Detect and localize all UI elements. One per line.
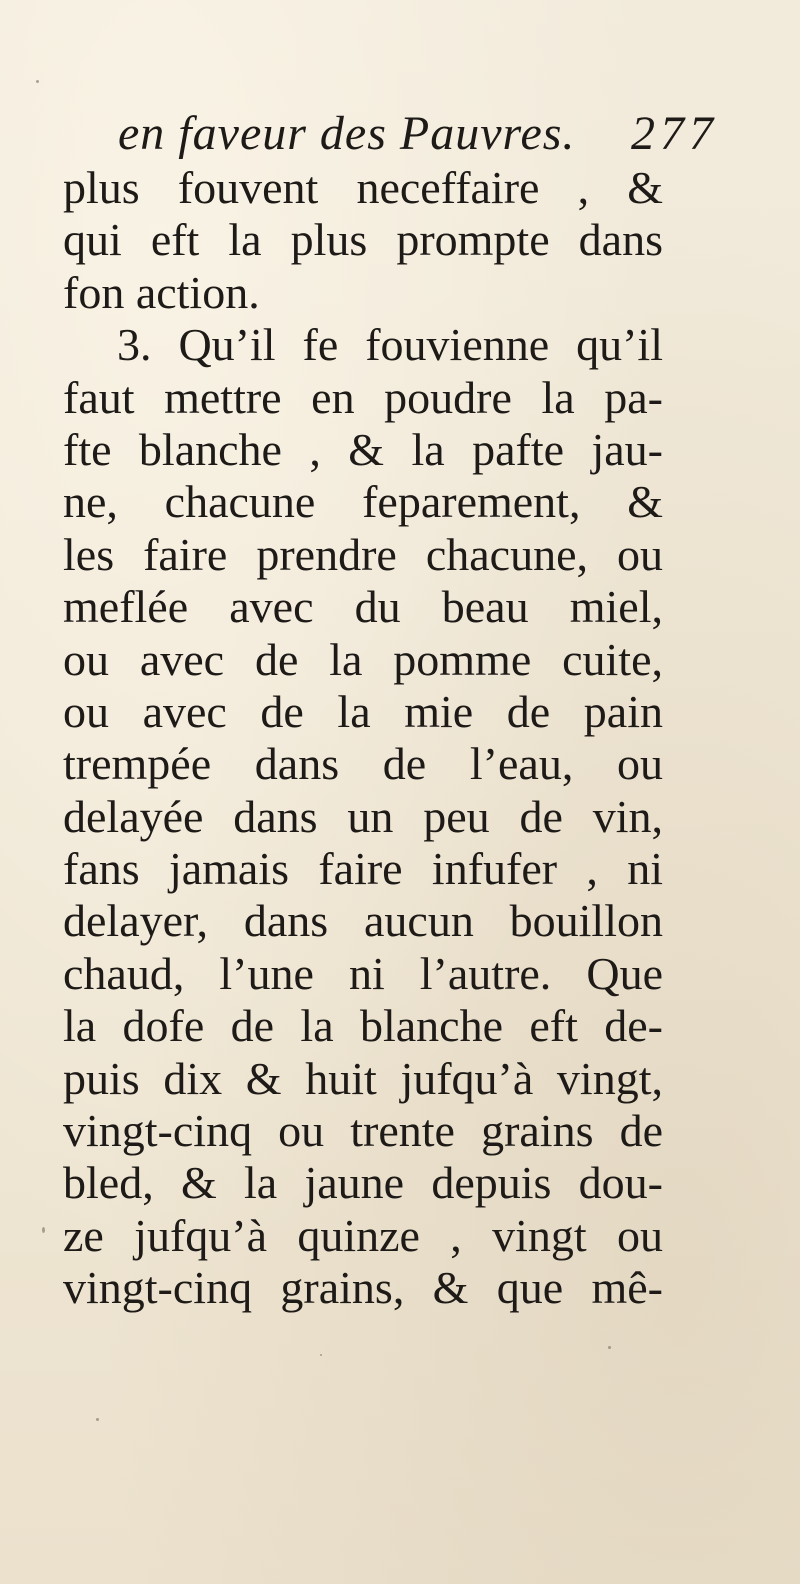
page-number: 277 bbox=[631, 107, 718, 160]
paper-speck bbox=[36, 80, 39, 83]
text-line: vingt-cinq ou trente grains de bbox=[63, 1105, 663, 1157]
body-text bbox=[63, 162, 663, 1315]
text-line: ne, chacune feparement, & bbox=[63, 476, 663, 528]
text-line: fans jamais faire infufer , ni bbox=[63, 843, 663, 895]
text-line: fte blanche , & la pafte jau- bbox=[63, 423, 663, 475]
text-line: plus fouvent neceffaire , & bbox=[63, 162, 663, 213]
text-line: puis dix & huit jufqu’à vingt, bbox=[63, 1052, 663, 1104]
text-line: ou avec de la mie de pain bbox=[63, 685, 663, 737]
text-line: vingt-cinq grains, & que mê- bbox=[63, 1262, 663, 1314]
text-line: delayée dans un peu de vin, bbox=[63, 790, 663, 842]
text-line: ou avec de la pomme cuite, bbox=[63, 633, 663, 685]
paper-speck bbox=[320, 1354, 322, 1356]
text-line: meflée avec du beau miel, bbox=[63, 581, 663, 633]
text-line: fon action. bbox=[63, 266, 260, 318]
text-line: les faire prendre chacune, ou bbox=[63, 528, 663, 580]
text-line: trempée dans de l’eau, ou bbox=[63, 738, 663, 790]
text-line: faut mettre en poudre la pa- bbox=[63, 371, 663, 423]
page-header bbox=[118, 98, 718, 168]
paper-speck bbox=[42, 1227, 45, 1233]
running-title: en faveur des Pauvres. bbox=[118, 107, 576, 160]
paper-speck bbox=[96, 1418, 99, 1421]
text-line: chaud, l’une ni l’autre. Que bbox=[63, 947, 663, 999]
text-line: la dofe de la blanche eft de- bbox=[63, 1000, 663, 1052]
paper-speck bbox=[608, 1346, 611, 1349]
text-line: ze jufqu’à quinze , vingt ou bbox=[63, 1209, 663, 1261]
text-line: bled, & la jaune depuis dou- bbox=[63, 1157, 663, 1209]
text-line: qui eft la plus prompte dans bbox=[63, 214, 663, 266]
text-line: 3. Qu’il fe fouvienne qu’il bbox=[117, 319, 663, 371]
text-line: delayer, dans aucun bouillon bbox=[63, 895, 663, 947]
